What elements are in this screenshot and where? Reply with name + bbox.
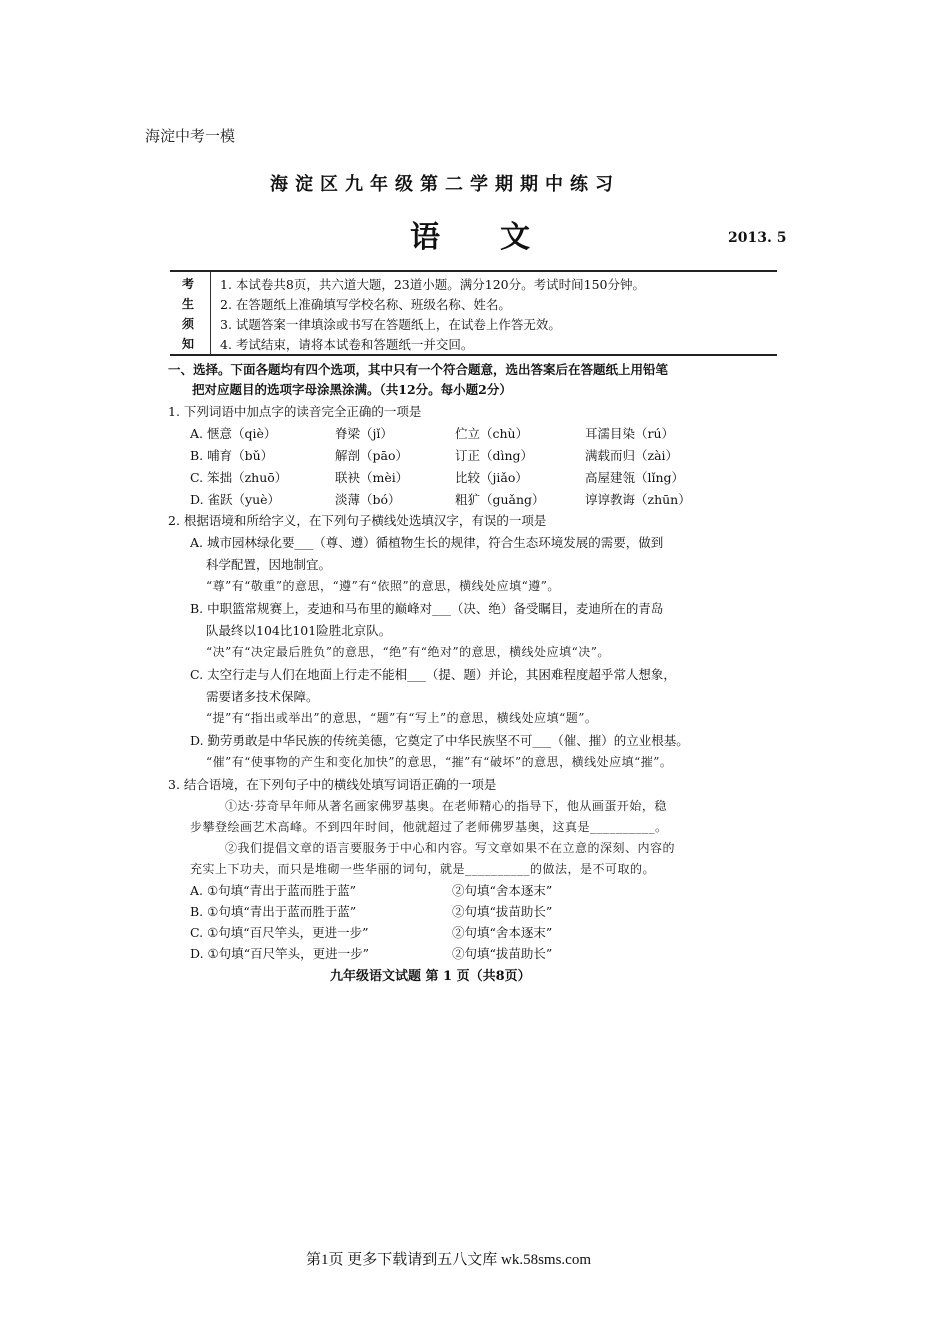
q2-option-a-cont: 科学配置，因地制宜。 — [206, 557, 332, 572]
notice-item: 3. 试题答案一律填涂或书写在答题纸上，在试卷上作答无效。 — [220, 317, 561, 332]
q2-option-b-explanation: “决”有“决定最后胜负”的意思，“绝”有“绝对”的意思，横线处应填“决”。 — [206, 645, 610, 659]
notice-label-char: 须 — [182, 317, 195, 331]
notice-item: 4. 考试结束，请将本试卷和答题纸一并交回。 — [220, 337, 474, 352]
exam-notice-box — [170, 270, 777, 356]
notice-label-char: 生 — [182, 297, 195, 311]
option-cell: 解剖（pāo） — [335, 448, 408, 463]
option-cell: 耳濡目染（rú） — [585, 426, 675, 441]
q3-passage-2: ②我们提倡文章的语言要服务于中心和内容。写文章如果不在立意的深刻、内容的 — [225, 841, 676, 855]
q3-option-a-right: ②句填“舍本逐末” — [452, 883, 553, 898]
option-cell: 脊梁（jǐ） — [335, 426, 393, 441]
q2-option-d-explanation: “催”有“使事物的产生和变化加快”的意思，“摧”有“破坏”的意思，横线处应填“摧”。 — [206, 755, 673, 769]
exam-title: 海淀区九年级第二学期期中练习 — [270, 174, 620, 195]
option-cell: 谆谆教诲（zhūn） — [585, 492, 691, 507]
option-cell: 淡薄（bó） — [335, 492, 401, 507]
question-2-stem: 2. 根据语境和所给字义，在下列句子横线处选填汉字，有误的一项是 — [168, 513, 547, 528]
q2-option-a: A. 城市园林绿化要___（尊、遵）循植物生长的规律，符合生态环境发展的需要，做到 — [190, 535, 664, 550]
notice-label — [170, 272, 211, 354]
option-cell: 订正（dìng） — [455, 448, 534, 463]
q3-option-d-left-visible: D. ①句填“百尺竿头，更进一步” — [190, 946, 370, 961]
question-1-stem: 1. 下列词语中加点字的读音完全正确的一项是 — [168, 404, 422, 419]
subject-title: 语文 — [410, 220, 590, 255]
q3-passage-2-cont: 充实上下功夫，而只是堆砌一些华丽的词句，就是__________的做法，是不可取的。 — [190, 862, 656, 876]
option-cell: A. 惬意（qiè） — [190, 426, 277, 441]
q3-option-b-left: B. ①句填“青出于蓝而胜于蓝” — [190, 904, 357, 919]
q3-option-b-right: ②句填“拔苗助长” — [452, 904, 553, 919]
notice-item: 2. 在答题纸上准确填写学校名称、班级名称、姓名。 — [220, 297, 511, 312]
q2-option-d: D. 勤劳勇敢是中华民族的传统美德，它奠定了中华民族坚不可___（催、摧）的立业根基。 — [190, 733, 689, 748]
q2-option-a-explanation: “尊”有“敬重”的意思，“遵”有“依照”的意思，横线处应填“遵”。 — [206, 579, 560, 593]
bottom-download-footer: 第1页 更多下载请到五八文库 wk.58sms.com — [306, 1252, 592, 1268]
option-cell: 伫立（chù） — [455, 426, 529, 441]
option-cell: 满载而归（zài） — [585, 448, 679, 463]
q3-passage-1-cont: 步攀登绘画艺术高峰。不到四年时间，他就超过了老师佛罗基奥，这真是__________。 — [190, 820, 668, 834]
exam-date: 2013. 5 — [728, 230, 787, 246]
option-cell: B. 哺育（bǔ） — [190, 448, 274, 463]
option-cell: 联袂（mèi） — [335, 470, 409, 485]
notice-label-char: 知 — [182, 337, 195, 351]
option-cell: C. 笨拙（zhuō） — [190, 470, 288, 485]
option-cell: 高屋建瓴（lǐng） — [585, 470, 685, 485]
q2-option-b: B. 中职篮常规赛上，麦迪和马布里的巅峰对___（决、绝）备受瞩目，麦迪所在的青岛 — [190, 601, 664, 616]
page-footer: 九年级语文试题 第 1 页（共8页） — [330, 969, 531, 984]
q2-option-c-cont: 需要诸多技术保障。 — [206, 689, 319, 704]
option-cell: 粗犷（guǎng） — [455, 492, 545, 507]
q3-option-c-left: C. ①句填“百尺竿头，更进一步” — [190, 925, 369, 940]
question-3-stem: 3. 结合语境，在下列句子中的横线处填写词语正确的一项是 — [168, 777, 497, 792]
q3-option-c-right: ②句填“舍本逐末” — [452, 925, 553, 940]
notice-item: 1. 本试卷共8页，共六道大题，23道小题。满分120分。考试时间150分钟。 — [220, 277, 645, 292]
q2-option-c: C. 太空行走与人们在地面上行走不能相___（提、题）并论，其困难程度超乎常人想象， — [190, 667, 676, 682]
option-cell: D. 雀跃（yuè） — [190, 492, 281, 507]
notice-label-char: 考 — [182, 277, 195, 291]
q3-option-a-left: A. ①句填“青出于蓝而胜于蓝” — [190, 883, 356, 898]
section-heading-cont: 把对应题目的选项字母涂黑涂满。（共12分。每小题2分） — [192, 382, 512, 397]
option-cell: 比较（jiǎo） — [455, 470, 528, 485]
q3-option-d-right: ②句填“拔苗助长” — [452, 946, 553, 961]
section-heading: 一、选择。下面各题均有四个选项，其中只有一个符合题意，选出答案后在答题纸上用铅笔 — [168, 362, 669, 377]
q2-option-c-explanation: “提”有“指出或举出”的意思，“题”有“写上”的意思，横线处应填“题”。 — [206, 711, 598, 725]
q3-passage-1: ①达·芬奇早年师从著名画家佛罗基奥。在老师精心的指导下，他从画蛋开始，稳 — [225, 799, 667, 813]
q2-option-b-cont: 队最终以104比101险胜北京队。 — [206, 623, 392, 638]
header-note: 海淀中考一模 — [145, 127, 236, 145]
